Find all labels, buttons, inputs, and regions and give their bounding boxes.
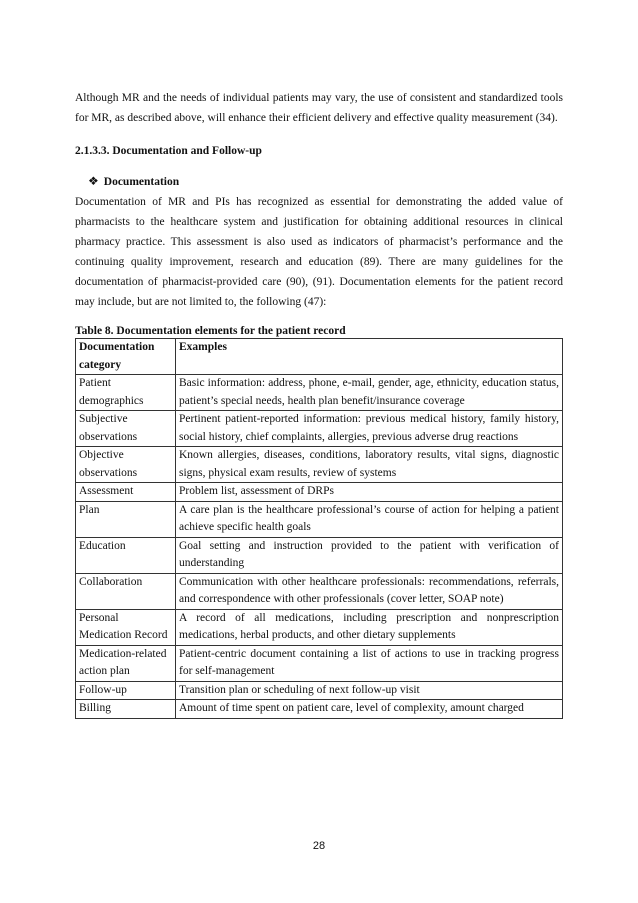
section-heading: 2.1.3.3. Documentation and Follow-up	[75, 145, 262, 157]
table-row	[76, 645, 563, 681]
diamond-bullet-icon: ❖	[88, 174, 99, 188]
row-examples: Patient-centric document containing a list of actions to use in tracking progress for self-management	[176, 645, 563, 681]
row-category: Education	[76, 537, 176, 573]
table-row	[76, 483, 563, 502]
row-category: Objective observations	[76, 447, 176, 483]
row-category: Personal Medication Record	[76, 609, 176, 645]
page-content	[75, 88, 563, 719]
table-row	[76, 501, 563, 537]
documentation-paragraph: Documentation of MR and PIs has recognized as essential for demonstrating the added value of pharmacists to the healthcare system and justification for obtaining additional resources in clinical pharmacy practice. This assessment is also used as indicators of pharmacist’s performance and the continuing quality improvement, research and education (89). There are many guidelines for the documentation of pharmacist-provided care (90), (91). Documentation elements for the patient record may include, but are not limited to, the following (47):	[75, 196, 563, 308]
row-examples: Basic information: address, phone, e-mail, gender, age, ethnicity, education status, patient’s special needs, health plan benefit/insurance coverage	[176, 375, 563, 411]
table-row	[76, 375, 563, 411]
row-examples: Problem list, assessment of DRPs	[176, 483, 563, 502]
table-row	[76, 447, 563, 483]
row-category: Patient demographics	[76, 375, 176, 411]
subsection-heading	[88, 171, 563, 192]
table-row	[76, 537, 563, 573]
subsection-title: Documentation	[103, 176, 180, 188]
row-examples: A care plan is the healthcare professional’s course of action for helping a patient achieve specific health goals	[176, 501, 563, 537]
row-examples: A record of all medications, including prescription and nonprescription medications, herbal products, and other dietary supplements	[176, 609, 563, 645]
row-category: Billing	[76, 700, 176, 719]
row-examples: Pertinent patient-reported information: previous medical history, family history, social history, chief complaints, allergies, previous adverse drug reactions	[176, 411, 563, 447]
header-examples: Examples	[176, 339, 563, 375]
table-row	[76, 681, 563, 700]
row-category: Collaboration	[76, 573, 176, 609]
row-category: Medication-related action plan	[76, 645, 176, 681]
row-category: Plan	[76, 501, 176, 537]
row-category: Follow-up	[76, 681, 176, 700]
row-category: Assessment	[76, 483, 176, 502]
table-caption: Table 8. Documentation elements for the patient record	[75, 325, 346, 337]
table-header-row	[76, 339, 563, 375]
table-row	[76, 700, 563, 719]
table-row	[76, 411, 563, 447]
table-row	[76, 609, 563, 645]
row-examples: Amount of time spent on patient care, level of complexity, amount charged	[176, 700, 563, 719]
intro-paragraph: Although MR and the needs of individual patients may vary, the use of consistent and standardized tools for MR, as described above, will enhance their efficient delivery and effective quality measurement (34).	[75, 92, 563, 124]
header-category: Documentation category	[76, 339, 176, 375]
row-category: Subjective observations	[76, 411, 176, 447]
row-examples: Known allergies, diseases, conditions, laboratory results, vital signs, diagnostic signs, physical exam results, review of systems	[176, 447, 563, 483]
row-examples: Goal setting and instruction provided to the patient with verification of understanding	[176, 537, 563, 573]
documentation-elements-table	[75, 338, 563, 719]
table-row	[76, 573, 563, 609]
row-examples: Transition plan or scheduling of next follow-up visit	[176, 681, 563, 700]
row-examples: Communication with other healthcare professionals: recommendations, referrals, and correspondence with other professionals (cover letter, SOAP note)	[176, 573, 563, 609]
page-number: 28	[312, 840, 326, 852]
